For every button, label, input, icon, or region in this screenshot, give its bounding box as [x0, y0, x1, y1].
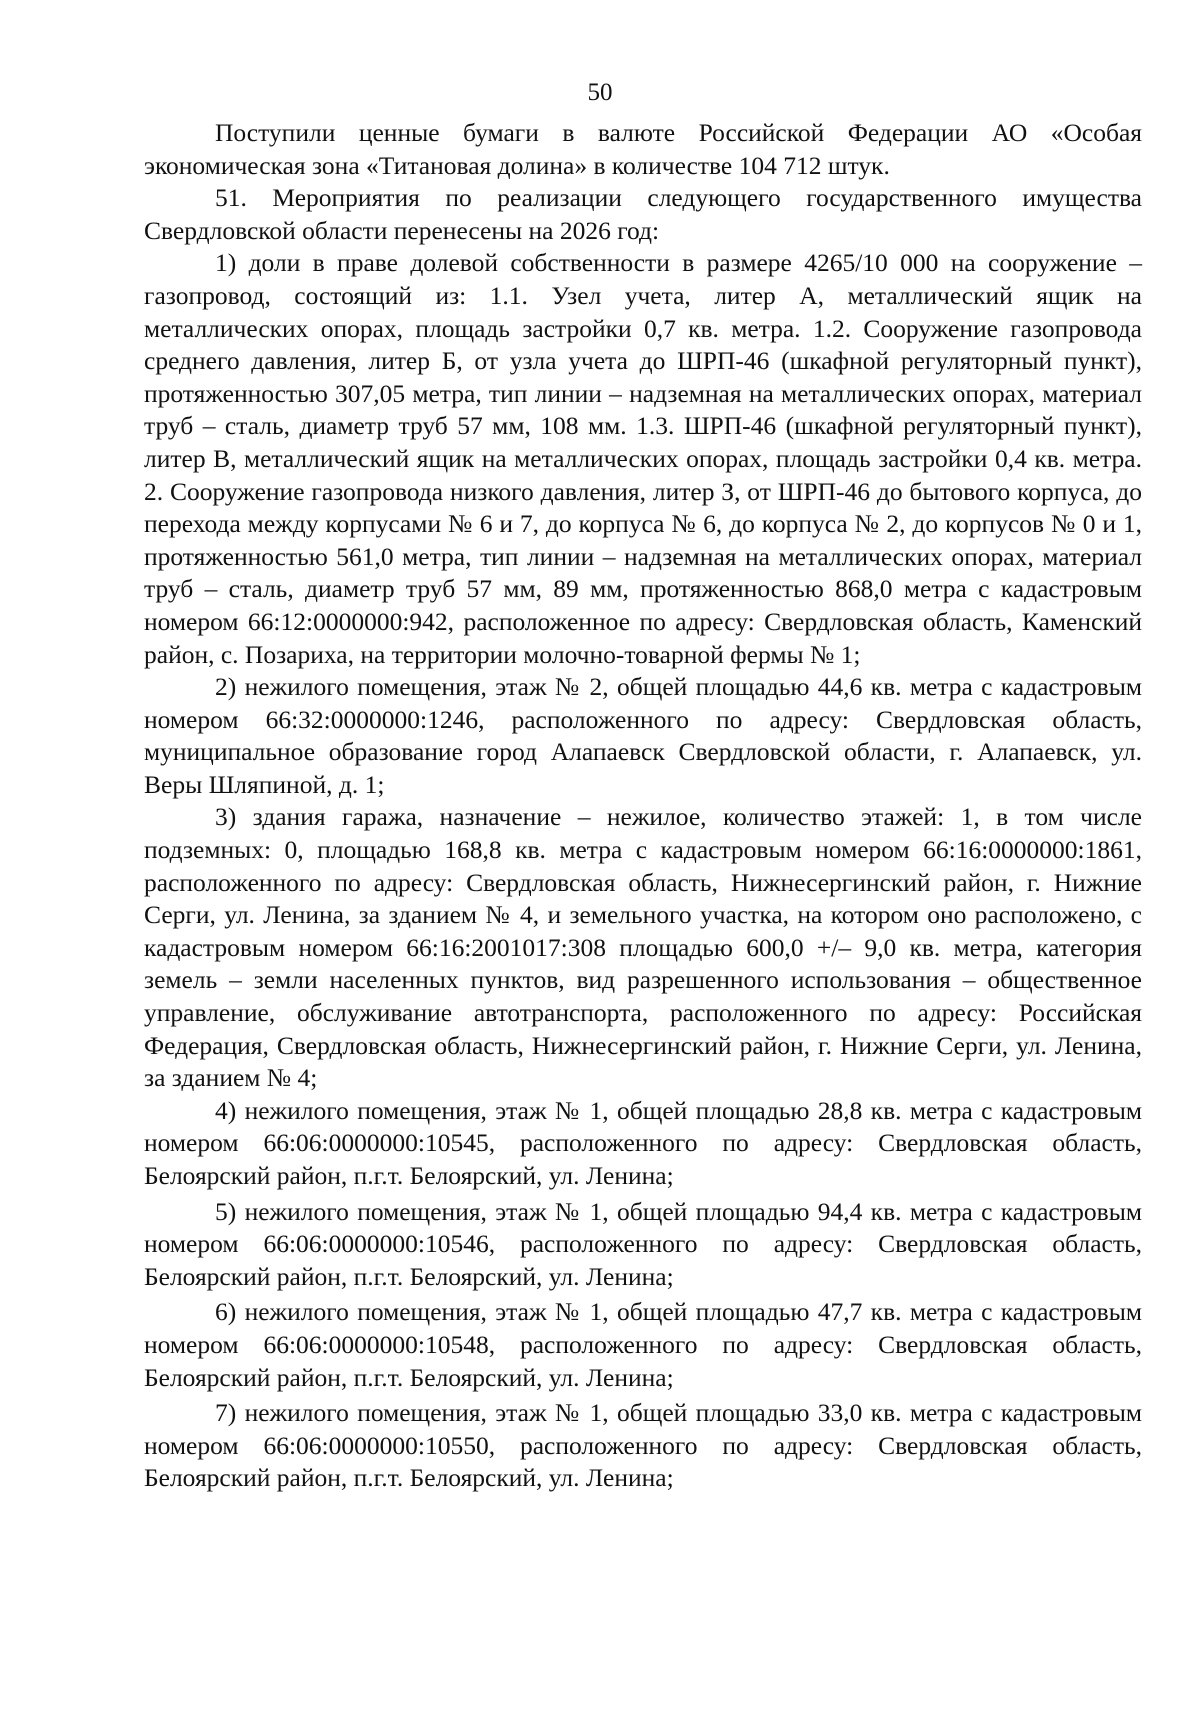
list-item-7-beloyarsky-premises: 7) нежилого помещения, этаж № 1, общей площадью 33,0 кв. метра с кадастровым номером 66:06:0000000:10550, расположенного по адресу: Свердловская область, Белоярский район, п.г.т. Белоярский, ул. Ленина;: [144, 1398, 1142, 1493]
paragraph-securities-received: Поступили ценные бумаги в валюте Российской Федерации АО «Особая экономическая зона «Титановая долина» в количестве 104 712 штук.: [144, 118, 1142, 180]
list-item-2-alapaevsk-premises: 2) нежилого помещения, этаж № 2, общей площадью 44,6 кв. метра с кадастровым номером 66:32:0000000:1246, расположенного по адресу: Свердловская область, муниципальное образование город Алапаевск Свердловской области, г. Алапаевск, ул. Веры Шляпиной, д. 1;: [144, 672, 1142, 799]
list-item-4-beloyarsky-premises: 4) нежилого помещения, этаж № 1, общей площадью 28,8 кв. метра с кадастровым номером 66:06:0000000:10545, расположенного по адресу: Свердловская область, Белоярский район, п.г.т. Белоярский, ул. Ленина;: [144, 1095, 1142, 1190]
document-body: [144, 117, 1142, 1495]
list-item-1-gas-pipeline: 1) доли в праве долевой собственности в размере 4265/10 000 на сооружение – газопровод, состоящий из: 1.1. Узел учета, литер А, металлический ящик на металлических опорах, площадь застройки 0,7 кв. метра. 1.2. Сооружение газопровода среднего давления, литер Б, от узла учета до ШРП-46 (шкафной регуляторный пункт), протяженностью 307,05 метра, тип линии – надземная на металлических опорах, материал труб – сталь, диаметр труб 57 мм, 108 мм. 1.3. ШРП-46 (шкафной регуляторный пункт), литер В, металлический ящик на металлических опорах, площадь застройки 0,4 кв. метра. 2. Сооружение газопровода низкого давления, литер З, от ШРП-46 до бытового корпуса, до перехода между корпусами № 6 и 7, до корпуса № 6, до корпуса № 2, до корпусов № 0 и 1, протяженностью 561,0 метра, тип линии – надземная на металлических опорах, материал труб – сталь, диаметр труб 57 мм, 89 мм, протяженностью 868,0 метра с кадастровым номером 66:12:0000000:942, расположенное по адресу: Свердловская область, Каменский район, с. Позариха, на территории молочно-товарной фермы № 1;: [144, 248, 1142, 669]
list-item-3-garage-building: 3) здания гаража, назначение – нежилое, количество этажей: 1, в том числе подземных: 0, площадью 168,8 кв. метра с кадастровым номером 66:16:0000000:1861, расположенного по адресу: Свердловская область, Нижнесергинский район, г. Нижние Серги, ул. Ленина, за зданием № 4, и земельного участка, на котором оно расположено, с кадастровым номером 66:16:2001017:308 площадью 600,0 +/– 9,0 кв. метра, категория земель – земли населенных пунктов, вид разрешенного использования – общественное управление, обслуживание автотранспорта, расположенного по адресу: Российская Федерация, Свердловская область, Нижнесергинский район, г. Нижние Серги, ул. Ленина, за зданием № 4;: [144, 802, 1142, 1093]
list-item-6-beloyarsky-premises: 6) нежилого помещения, этаж № 1, общей площадью 47,7 кв. метра с кадастровым номером 66:06:0000000:10548, расположенного по адресу: Свердловская область, Белоярский район, п.г.т. Белоярский, ул. Ленина;: [144, 1297, 1142, 1392]
list-item-5-beloyarsky-premises: 5) нежилого помещения, этаж № 1, общей площадью 94,4 кв. метра с кадастровым номером 66:06:0000000:10546, расположенного по адресу: Свердловская область, Белоярский район, п.г.т. Белоярский, ул. Ленина;: [144, 1196, 1142, 1291]
paragraph-item-51: 51. Мероприятия по реализации следующего государственного имущества Свердловской области перенесены на 2026 год:: [144, 183, 1142, 245]
page-number: 50: [587, 79, 613, 106]
